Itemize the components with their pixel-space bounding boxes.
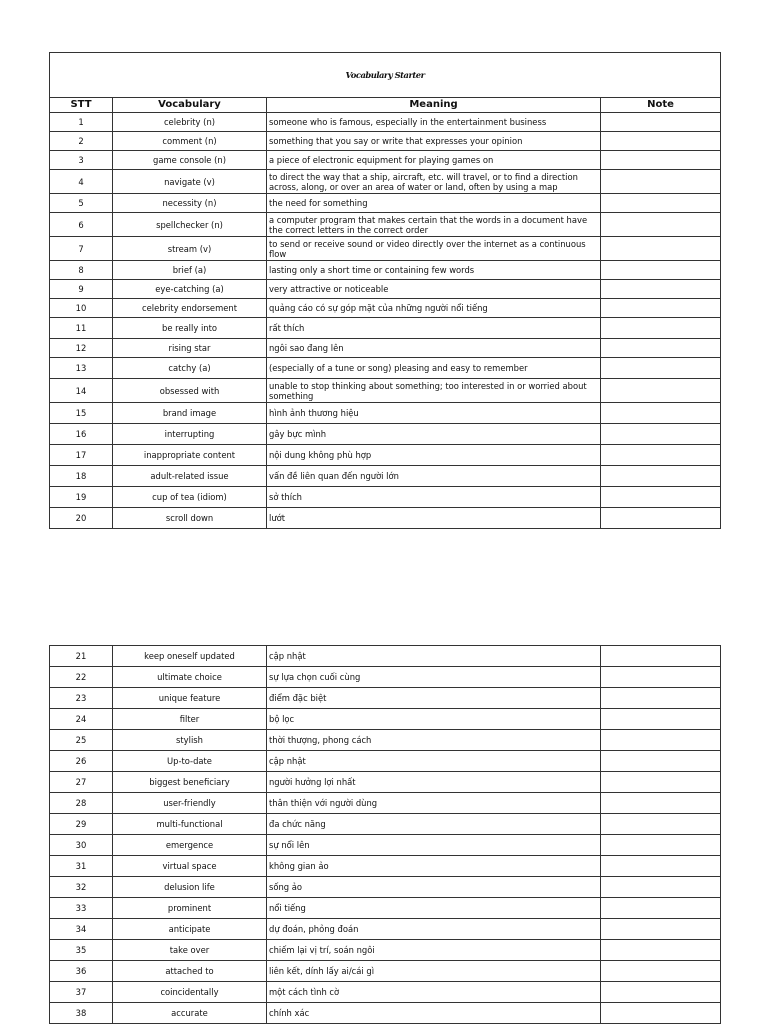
row-stt: 37: [50, 982, 113, 1003]
row-vocabulary: catchy (a): [113, 358, 267, 379]
row-meaning: nổi tiếng: [267, 898, 601, 919]
table-row: [50, 835, 721, 856]
row-note: [601, 213, 721, 237]
row-vocabulary: game console (n): [113, 151, 267, 170]
table-row: [50, 751, 721, 772]
row-vocabulary: stream (v): [113, 237, 267, 261]
row-stt: 19: [50, 487, 113, 508]
row-vocabulary: interrupting: [113, 424, 267, 445]
row-stt: 22: [50, 667, 113, 688]
table-row: [50, 667, 721, 688]
table-row: [50, 113, 721, 132]
table-row: [50, 1003, 721, 1024]
row-stt: 24: [50, 709, 113, 730]
row-stt: 4: [50, 170, 113, 194]
row-note: [601, 445, 721, 466]
row-vocabulary: stylish: [113, 730, 267, 751]
row-vocabulary: necessity (n): [113, 194, 267, 213]
row-stt: 9: [50, 280, 113, 299]
row-vocabulary: virtual space: [113, 856, 267, 877]
row-stt: 11: [50, 318, 113, 339]
table-row: [50, 261, 721, 280]
table-row: [50, 237, 721, 261]
row-meaning: dự đoán, phỏng đoán: [267, 919, 601, 940]
table-row: [50, 194, 721, 213]
row-vocabulary: take over: [113, 940, 267, 961]
table-row: [50, 213, 721, 237]
row-stt: 8: [50, 261, 113, 280]
table-row: [50, 856, 721, 877]
row-meaning: nội dung không phù hợp: [267, 445, 601, 466]
table-row: [50, 299, 721, 318]
table-row: [50, 688, 721, 709]
row-meaning: someone who is famous, especially in the entertainment business: [267, 113, 601, 132]
row-meaning: người hưởng lợi nhất: [267, 772, 601, 793]
row-meaning: hình ảnh thương hiệu: [267, 403, 601, 424]
table-body-2: [50, 646, 721, 1024]
row-vocabulary: filter: [113, 709, 267, 730]
row-meaning: (especially of a tune or song) pleasing and easy to remember: [267, 358, 601, 379]
row-note: [601, 940, 721, 961]
vocabulary-table-2: [49, 645, 721, 1024]
row-note: [601, 237, 721, 261]
row-vocabulary: rising star: [113, 339, 267, 358]
row-vocabulary: adult-related issue: [113, 466, 267, 487]
table-row: [50, 151, 721, 170]
row-vocabulary: emergence: [113, 835, 267, 856]
table-row: [50, 487, 721, 508]
row-meaning: lướt: [267, 508, 601, 529]
row-note: [601, 280, 721, 299]
row-stt: 18: [50, 466, 113, 487]
row-note: [601, 772, 721, 793]
row-meaning: to direct the way that a ship, aircraft, etc. will travel, or to find a direction across, along, or over an area of water or land, often by using a map: [267, 170, 601, 194]
row-vocabulary: celebrity endorsement: [113, 299, 267, 318]
row-vocabulary: brand image: [113, 403, 267, 424]
table-row: [50, 318, 721, 339]
header-vocabulary: Vocabulary: [113, 98, 267, 113]
row-stt: 29: [50, 814, 113, 835]
row-stt: 23: [50, 688, 113, 709]
table-body-1: [50, 113, 721, 529]
row-stt: 13: [50, 358, 113, 379]
row-note: [601, 299, 721, 318]
row-meaning: something that you say or write that expresses your opinion: [267, 132, 601, 151]
row-stt: 28: [50, 793, 113, 814]
row-note: [601, 318, 721, 339]
row-note: [601, 898, 721, 919]
row-note: [601, 194, 721, 213]
row-meaning: chiếm lại vị trí, soán ngôi: [267, 940, 601, 961]
row-stt: 1: [50, 113, 113, 132]
row-meaning: the need for something: [267, 194, 601, 213]
table-row: [50, 170, 721, 194]
row-stt: 25: [50, 730, 113, 751]
row-meaning: unable to stop thinking about something; too interested in or worried about something: [267, 379, 601, 403]
table-row: [50, 919, 721, 940]
row-note: [601, 877, 721, 898]
row-note: [601, 508, 721, 529]
row-meaning: cập nhật: [267, 751, 601, 772]
row-stt: 12: [50, 339, 113, 358]
row-vocabulary: prominent: [113, 898, 267, 919]
table-row: [50, 940, 721, 961]
row-meaning: sống ảo: [267, 877, 601, 898]
row-meaning: điểm đặc biệt: [267, 688, 601, 709]
row-stt: 14: [50, 379, 113, 403]
row-note: [601, 919, 721, 940]
row-meaning: to send or receive sound or video directly over the internet as a continuous flow: [267, 237, 601, 261]
table-row: [50, 445, 721, 466]
row-note: [601, 261, 721, 280]
row-note: [601, 646, 721, 667]
row-stt: 38: [50, 1003, 113, 1024]
row-meaning: thời thượng, phong cách: [267, 730, 601, 751]
row-meaning: bộ lọc: [267, 709, 601, 730]
row-stt: 20: [50, 508, 113, 529]
row-vocabulary: user-friendly: [113, 793, 267, 814]
row-meaning: vấn đề liên quan đến người lớn: [267, 466, 601, 487]
row-meaning: quảng cáo có sự góp mặt của những người nổi tiếng: [267, 299, 601, 318]
row-meaning: không gian ảo: [267, 856, 601, 877]
row-stt: 35: [50, 940, 113, 961]
table-row: [50, 339, 721, 358]
row-vocabulary: attached to: [113, 961, 267, 982]
row-meaning: thân thiện với người dùng: [267, 793, 601, 814]
row-stt: 26: [50, 751, 113, 772]
header-meaning: Meaning: [267, 98, 601, 113]
row-note: [601, 709, 721, 730]
table-row: [50, 403, 721, 424]
row-vocabulary: accurate: [113, 1003, 267, 1024]
table-row: [50, 772, 721, 793]
row-note: [601, 835, 721, 856]
row-vocabulary: obsessed with: [113, 379, 267, 403]
row-note: [601, 379, 721, 403]
row-meaning: a piece of electronic equipment for playing games on: [267, 151, 601, 170]
row-stt: 17: [50, 445, 113, 466]
row-stt: 36: [50, 961, 113, 982]
row-note: [601, 856, 721, 877]
row-vocabulary: Up-to-date: [113, 751, 267, 772]
row-note: [601, 358, 721, 379]
row-vocabulary: eye-catching (a): [113, 280, 267, 299]
row-stt: 15: [50, 403, 113, 424]
row-vocabulary: delusion life: [113, 877, 267, 898]
row-note: [601, 113, 721, 132]
table-row: [50, 793, 721, 814]
row-stt: 31: [50, 856, 113, 877]
row-note: [601, 151, 721, 170]
row-vocabulary: multi-functional: [113, 814, 267, 835]
header-stt: STT: [50, 98, 113, 113]
row-vocabulary: celebrity (n): [113, 113, 267, 132]
table-row: [50, 358, 721, 379]
row-stt: 7: [50, 237, 113, 261]
row-vocabulary: inappropriate content: [113, 445, 267, 466]
row-meaning: gây bực mình: [267, 424, 601, 445]
row-note: [601, 961, 721, 982]
vocabulary-table-1: [49, 52, 721, 529]
row-vocabulary: brief (a): [113, 261, 267, 280]
row-stt: 16: [50, 424, 113, 445]
row-meaning: rất thích: [267, 318, 601, 339]
table-row: [50, 814, 721, 835]
row-vocabulary: ultimate choice: [113, 667, 267, 688]
row-meaning: một cách tình cờ: [267, 982, 601, 1003]
row-stt: 32: [50, 877, 113, 898]
row-meaning: lasting only a short time or containing few words: [267, 261, 601, 280]
row-vocabulary: scroll down: [113, 508, 267, 529]
row-vocabulary: spellchecker (n): [113, 213, 267, 237]
row-vocabulary: coincidentally: [113, 982, 267, 1003]
row-stt: 10: [50, 299, 113, 318]
row-stt: 6: [50, 213, 113, 237]
row-vocabulary: be really into: [113, 318, 267, 339]
row-note: [601, 793, 721, 814]
row-note: [601, 487, 721, 508]
table-row: [50, 709, 721, 730]
row-meaning: chính xác: [267, 1003, 601, 1024]
table-row: [50, 424, 721, 445]
row-stt: 33: [50, 898, 113, 919]
row-vocabulary: keep oneself updated: [113, 646, 267, 667]
table-row: [50, 280, 721, 299]
row-stt: 5: [50, 194, 113, 213]
table-row: [50, 646, 721, 667]
row-vocabulary: comment (n): [113, 132, 267, 151]
row-meaning: a computer program that makes certain that the words in a document have the correct letters in the correct order: [267, 213, 601, 237]
row-note: [601, 667, 721, 688]
table-row: [50, 132, 721, 151]
row-vocabulary: navigate (v): [113, 170, 267, 194]
table-row: [50, 961, 721, 982]
row-note: [601, 466, 721, 487]
row-meaning: cập nhật: [267, 646, 601, 667]
row-note: [601, 403, 721, 424]
row-meaning: sở thích: [267, 487, 601, 508]
row-note: [601, 982, 721, 1003]
row-note: [601, 132, 721, 151]
table-row: [50, 982, 721, 1003]
row-meaning: đa chức năng: [267, 814, 601, 835]
row-meaning: very attractive or noticeable: [267, 280, 601, 299]
row-note: [601, 730, 721, 751]
row-note: [601, 170, 721, 194]
row-note: [601, 339, 721, 358]
row-vocabulary: anticipate: [113, 919, 267, 940]
table-row: [50, 379, 721, 403]
table-row: [50, 466, 721, 487]
row-meaning: liên kết, dính lấy ai/cái gì: [267, 961, 601, 982]
row-note: [601, 1003, 721, 1024]
header-note: Note: [601, 98, 721, 113]
row-stt: 30: [50, 835, 113, 856]
row-note: [601, 424, 721, 445]
table-row: [50, 877, 721, 898]
row-stt: 21: [50, 646, 113, 667]
row-vocabulary: cup of tea (idiom): [113, 487, 267, 508]
row-vocabulary: biggest beneficiary: [113, 772, 267, 793]
row-stt: 34: [50, 919, 113, 940]
row-note: [601, 751, 721, 772]
page-title: Vocabulary Starter: [50, 53, 721, 98]
table-row: [50, 898, 721, 919]
table-row: [50, 508, 721, 529]
row-vocabulary: unique feature: [113, 688, 267, 709]
row-stt: 27: [50, 772, 113, 793]
table-row: [50, 730, 721, 751]
row-meaning: ngôi sao đang lên: [267, 339, 601, 358]
row-stt: 3: [50, 151, 113, 170]
row-stt: 2: [50, 132, 113, 151]
row-note: [601, 814, 721, 835]
row-meaning: sự lựa chọn cuối cùng: [267, 667, 601, 688]
row-meaning: sự nổi lên: [267, 835, 601, 856]
row-note: [601, 688, 721, 709]
